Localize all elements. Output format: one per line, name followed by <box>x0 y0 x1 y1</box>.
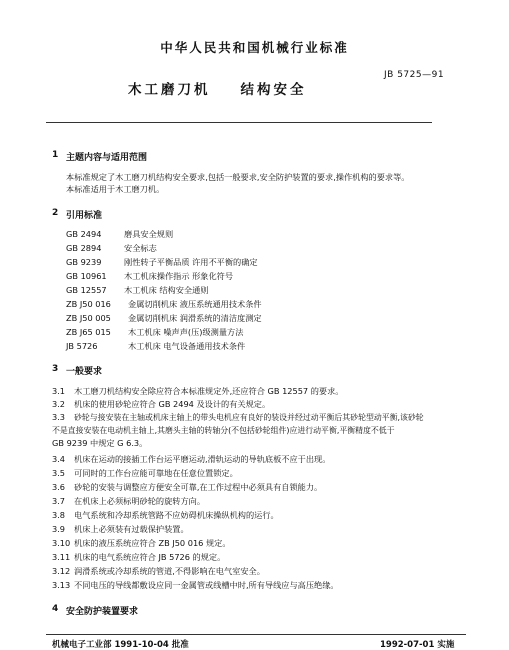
clause-text: 在机床上必须标明砂轮的旋转方向。 <box>74 496 206 506</box>
ref-code: GB 2494 <box>66 229 102 239</box>
approval-line: 机械电子工业部 1991-10-04 批准 <box>52 640 189 650</box>
ref-code: ZB J65 015 <box>66 327 111 337</box>
section-1-para-2: 本标准适用于木工磨刀机。 <box>66 184 165 194</box>
clause-number: 3.1 <box>52 386 66 396</box>
clause-text: 电气系统和冷却系统管路不应妨碍机床操纵机构的运行。 <box>74 510 279 520</box>
ref-name: 木工机床操作指示 形象化符号 <box>124 271 234 281</box>
clause-text: 润滑系统或冷却系统的管道,不得影响在电气室安全。 <box>74 566 265 576</box>
section-3-number: 3 <box>52 364 59 374</box>
section-1-title: 主题内容与适用范围 <box>66 153 148 163</box>
section-2-number: 2 <box>52 208 59 218</box>
ref-name: 金属切削机床 润滑系统的清洁度测定 <box>128 313 262 323</box>
ref-code: ZB J50 005 <box>66 313 111 323</box>
clause-number: 3.3 <box>52 412 66 422</box>
clause-text: 机床的液压系统应符合 ZB J50 016 规定。 <box>74 538 231 548</box>
ref-name: 刚性转子平衡品质 许用不平衡的确定 <box>124 257 258 267</box>
clause-number: 3.7 <box>52 496 66 506</box>
clause-text: 可同时的工作台应能可靠地在任意位置锁定。 <box>74 468 238 478</box>
ref-code: ZB J50 016 <box>66 299 111 309</box>
ref-name: 金属切削机床 液压系统通用技术条件 <box>128 299 262 309</box>
document-title <box>128 78 307 98</box>
document-title-main: 木工磨刀机 <box>128 82 211 98</box>
ref-code: GB 2894 <box>66 243 102 253</box>
clause-number: 3.11 <box>52 552 71 562</box>
footer-divider <box>46 634 466 635</box>
section-2-title: 引用标准 <box>66 211 103 221</box>
clause-text-continued: 不是直接安装在电动机主轴上,其磨头主轴的转轴分(不包括砂轮组件)应进行动平衡,平衡精度不低于 <box>52 426 395 435</box>
clause-text-continued: GB 9239 中规定 G 6.3。 <box>52 438 148 448</box>
clause-number: 3.2 <box>52 399 66 409</box>
ref-name: 木工机床 噪声声(压)级测量方法 <box>128 327 244 337</box>
implementation-date: 1992-07-01 实施 <box>380 640 455 650</box>
section-4-number: 4 <box>52 604 59 614</box>
header-divider <box>46 122 432 123</box>
ref-code: GB 12557 <box>66 285 107 295</box>
clause-text: 砂轮与接安装在主轴或机床主轴上的带头电机应有良好的装设并经过动平衡后其砂轮型动平衡,该砂轮 <box>74 413 424 422</box>
clause-number: 3.10 <box>52 538 71 548</box>
clause-text: 机床的电气系统应符合 JB 5726 的规定。 <box>74 552 226 562</box>
ref-name: 安全标志 <box>124 243 157 253</box>
ref-name: 木工机床 电气设备通用技术条件 <box>128 341 246 351</box>
clause-text: 砂轮的安装与调整应方便安全可靠,在工作过程中必须具有自锁能力。 <box>74 482 323 492</box>
section-4-title: 安全防护装置要求 <box>66 607 139 617</box>
clause-number: 3.9 <box>52 524 66 534</box>
ref-code: JB 5726 <box>66 341 98 351</box>
clause-number: 3.13 <box>52 580 71 590</box>
clause-number: 3.12 <box>52 566 71 576</box>
clause-number: 3.8 <box>52 510 66 520</box>
clause-number: 3.5 <box>52 468 66 478</box>
clause-text: 机床的使用砂轮应符合 GB 2494 及设计的有关规定。 <box>74 399 271 409</box>
section-1-number: 1 <box>52 150 59 160</box>
ref-code: GB 10961 <box>66 271 107 281</box>
org-title: 中华人民共和国机械行业标准 <box>160 40 349 55</box>
clause-text: 机床在运动的接插工作台运平磨运动,滑轨运动的导轨底板不应于出现。 <box>74 454 331 464</box>
section-3-title: 一般要求 <box>66 367 103 377</box>
ref-code: GB 9239 <box>66 257 102 267</box>
clause-text: 木工磨刀机结构安全除应符合本标准规定外,还应符合 GB 12557 的要求。 <box>74 386 344 396</box>
ref-name: 磨具安全规则 <box>124 229 174 239</box>
clause-text: 不同电压的导线都敷设应同一金属管或线槽中时,所有导线应与高压绝缘。 <box>74 580 339 590</box>
clause-number: 3.4 <box>52 454 66 464</box>
clause-number: 3.6 <box>52 482 66 492</box>
standard-code: JB 5725—91 <box>384 70 445 80</box>
document-title-sub: 结构安全 <box>240 82 307 98</box>
ref-name: 木工机床 结构安全通则 <box>124 285 209 295</box>
section-1-para-1: 本标准规定了木工磨刀机结构安全要求,包括一般要求,安全防护装置的要求,操作机构的要求等。 <box>66 172 410 182</box>
clause-text: 机床上必须装有过载保护装置。 <box>74 524 189 534</box>
